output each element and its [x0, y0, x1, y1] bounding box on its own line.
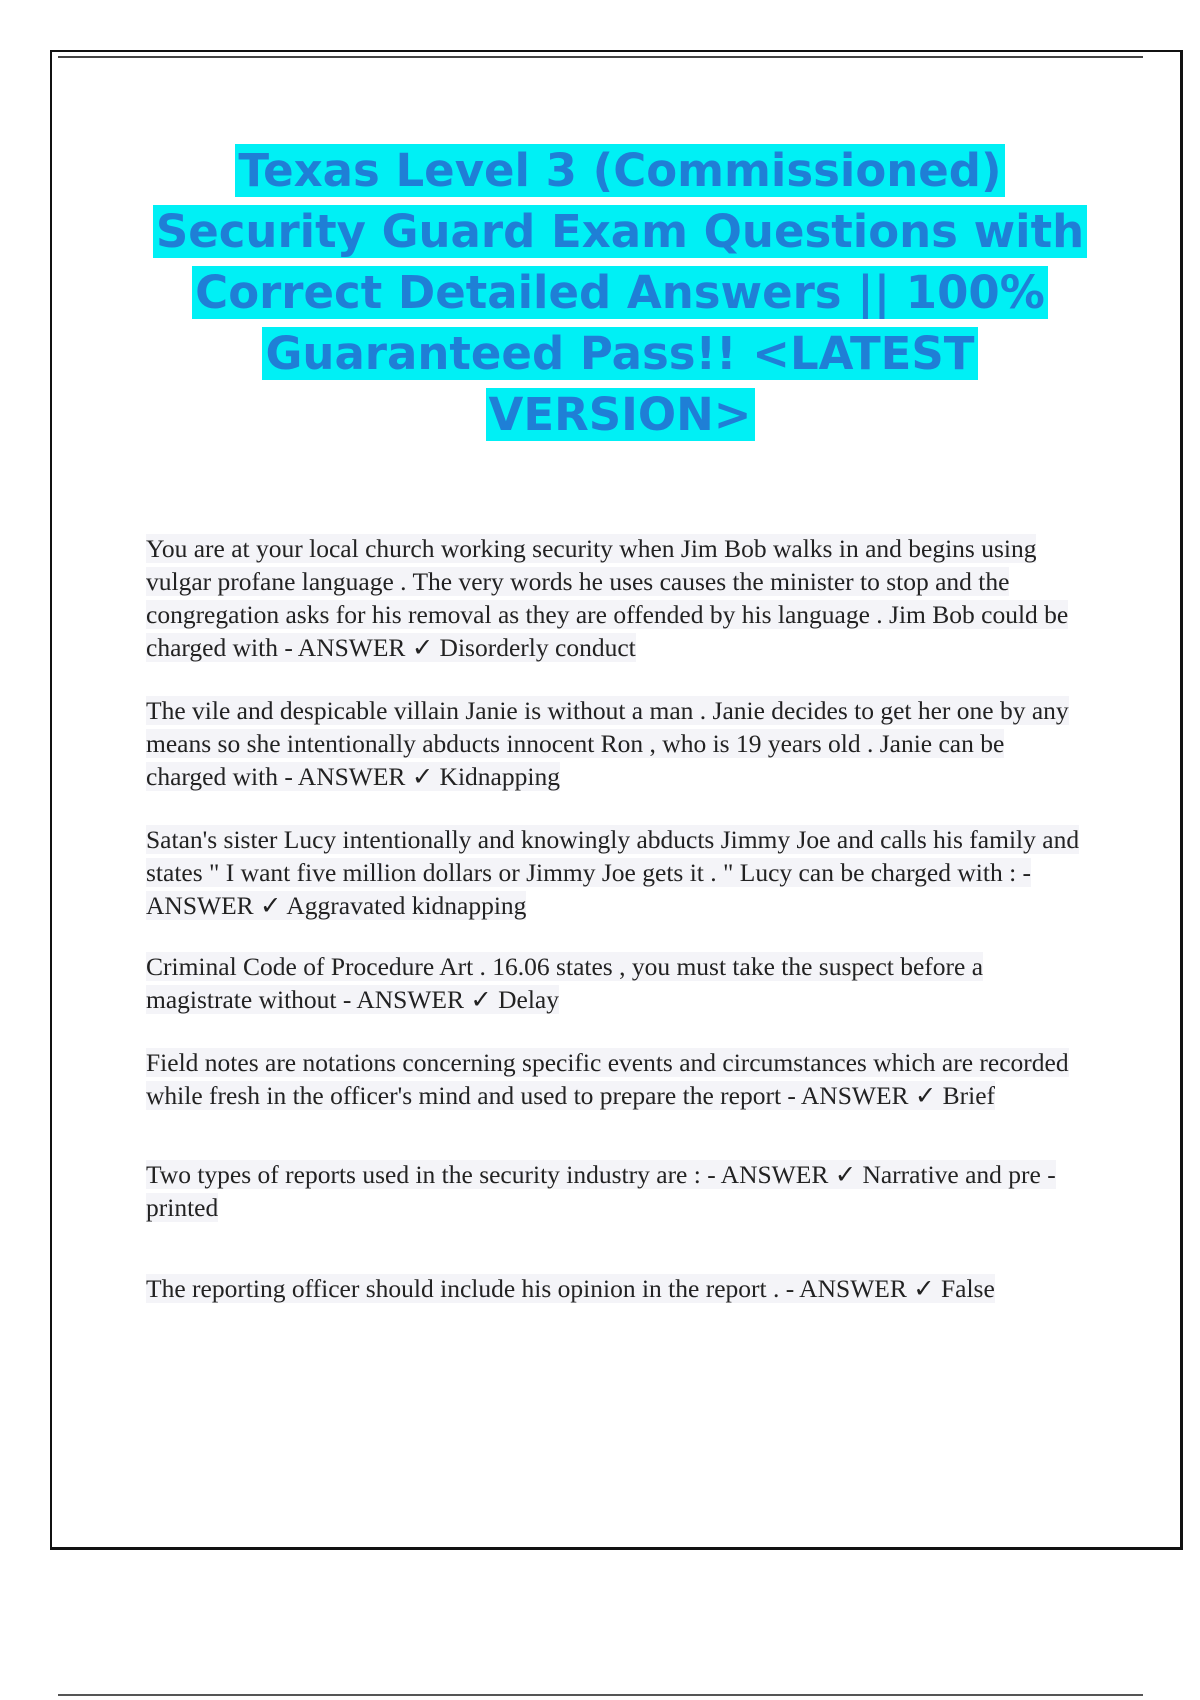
- qa-text: The reporting officer should include his opinion in the report . - ANSWER ✓ False: [146, 1274, 995, 1303]
- qa-list: [146, 532, 1086, 1305]
- qa-text: The vile and despicable villain Janie is without a man . Janie decides to get her one by any means so she intentionally abducts innocent Ron , who is 19 years old . Janie can be charged with - ANSWER ✓ Kidnapping: [146, 696, 1069, 791]
- qa-item: [146, 1046, 1086, 1112]
- document-title-text: Texas Level 3 (Commissioned) Security Guard Exam Questions with Correct Detailed Answers || 100% Guaranteed Pass!! <LATEST VERSION>: [153, 144, 1087, 441]
- document-title: [140, 140, 1100, 445]
- qa-text: Criminal Code of Procedure Art . 16.06 states , you must take the suspect before a magistrate without - ANSWER ✓ Delay: [146, 952, 984, 1014]
- qa-item: [146, 532, 1086, 664]
- qa-text: Field notes are notations concerning specific events and circumstances which are recorded while fresh in the officer's mind and used to prepare the report - ANSWER ✓ Brief: [146, 1048, 1069, 1110]
- bottom-rule: [58, 1694, 1143, 1696]
- qa-item: [146, 694, 1086, 793]
- qa-item: [146, 1272, 1086, 1305]
- qa-text: Two types of reports used in the security industry are : - ANSWER ✓ Narrative and pre - printed: [146, 1160, 1056, 1222]
- qa-item: [146, 950, 1086, 1016]
- qa-text: Satan's sister Lucy intentionally and knowingly abducts Jimmy Joe and calls his family and states " I want five million dollars or Jimmy Joe gets it . " Lucy can be charged with : - ANSWER ✓ Aggravated kidnapping: [146, 825, 1080, 920]
- qa-item: [146, 1158, 1086, 1224]
- qa-text: You are at your local church working security when Jim Bob walks in and begins using vulgar profane language . The very words he uses causes the minister to stop and the congregation asks for his removal as they are offended by his language . Jim Bob could be charged with - ANSWER ✓ Disorderly conduct: [146, 534, 1069, 662]
- qa-item: [146, 823, 1086, 922]
- top-rule: [58, 56, 1143, 58]
